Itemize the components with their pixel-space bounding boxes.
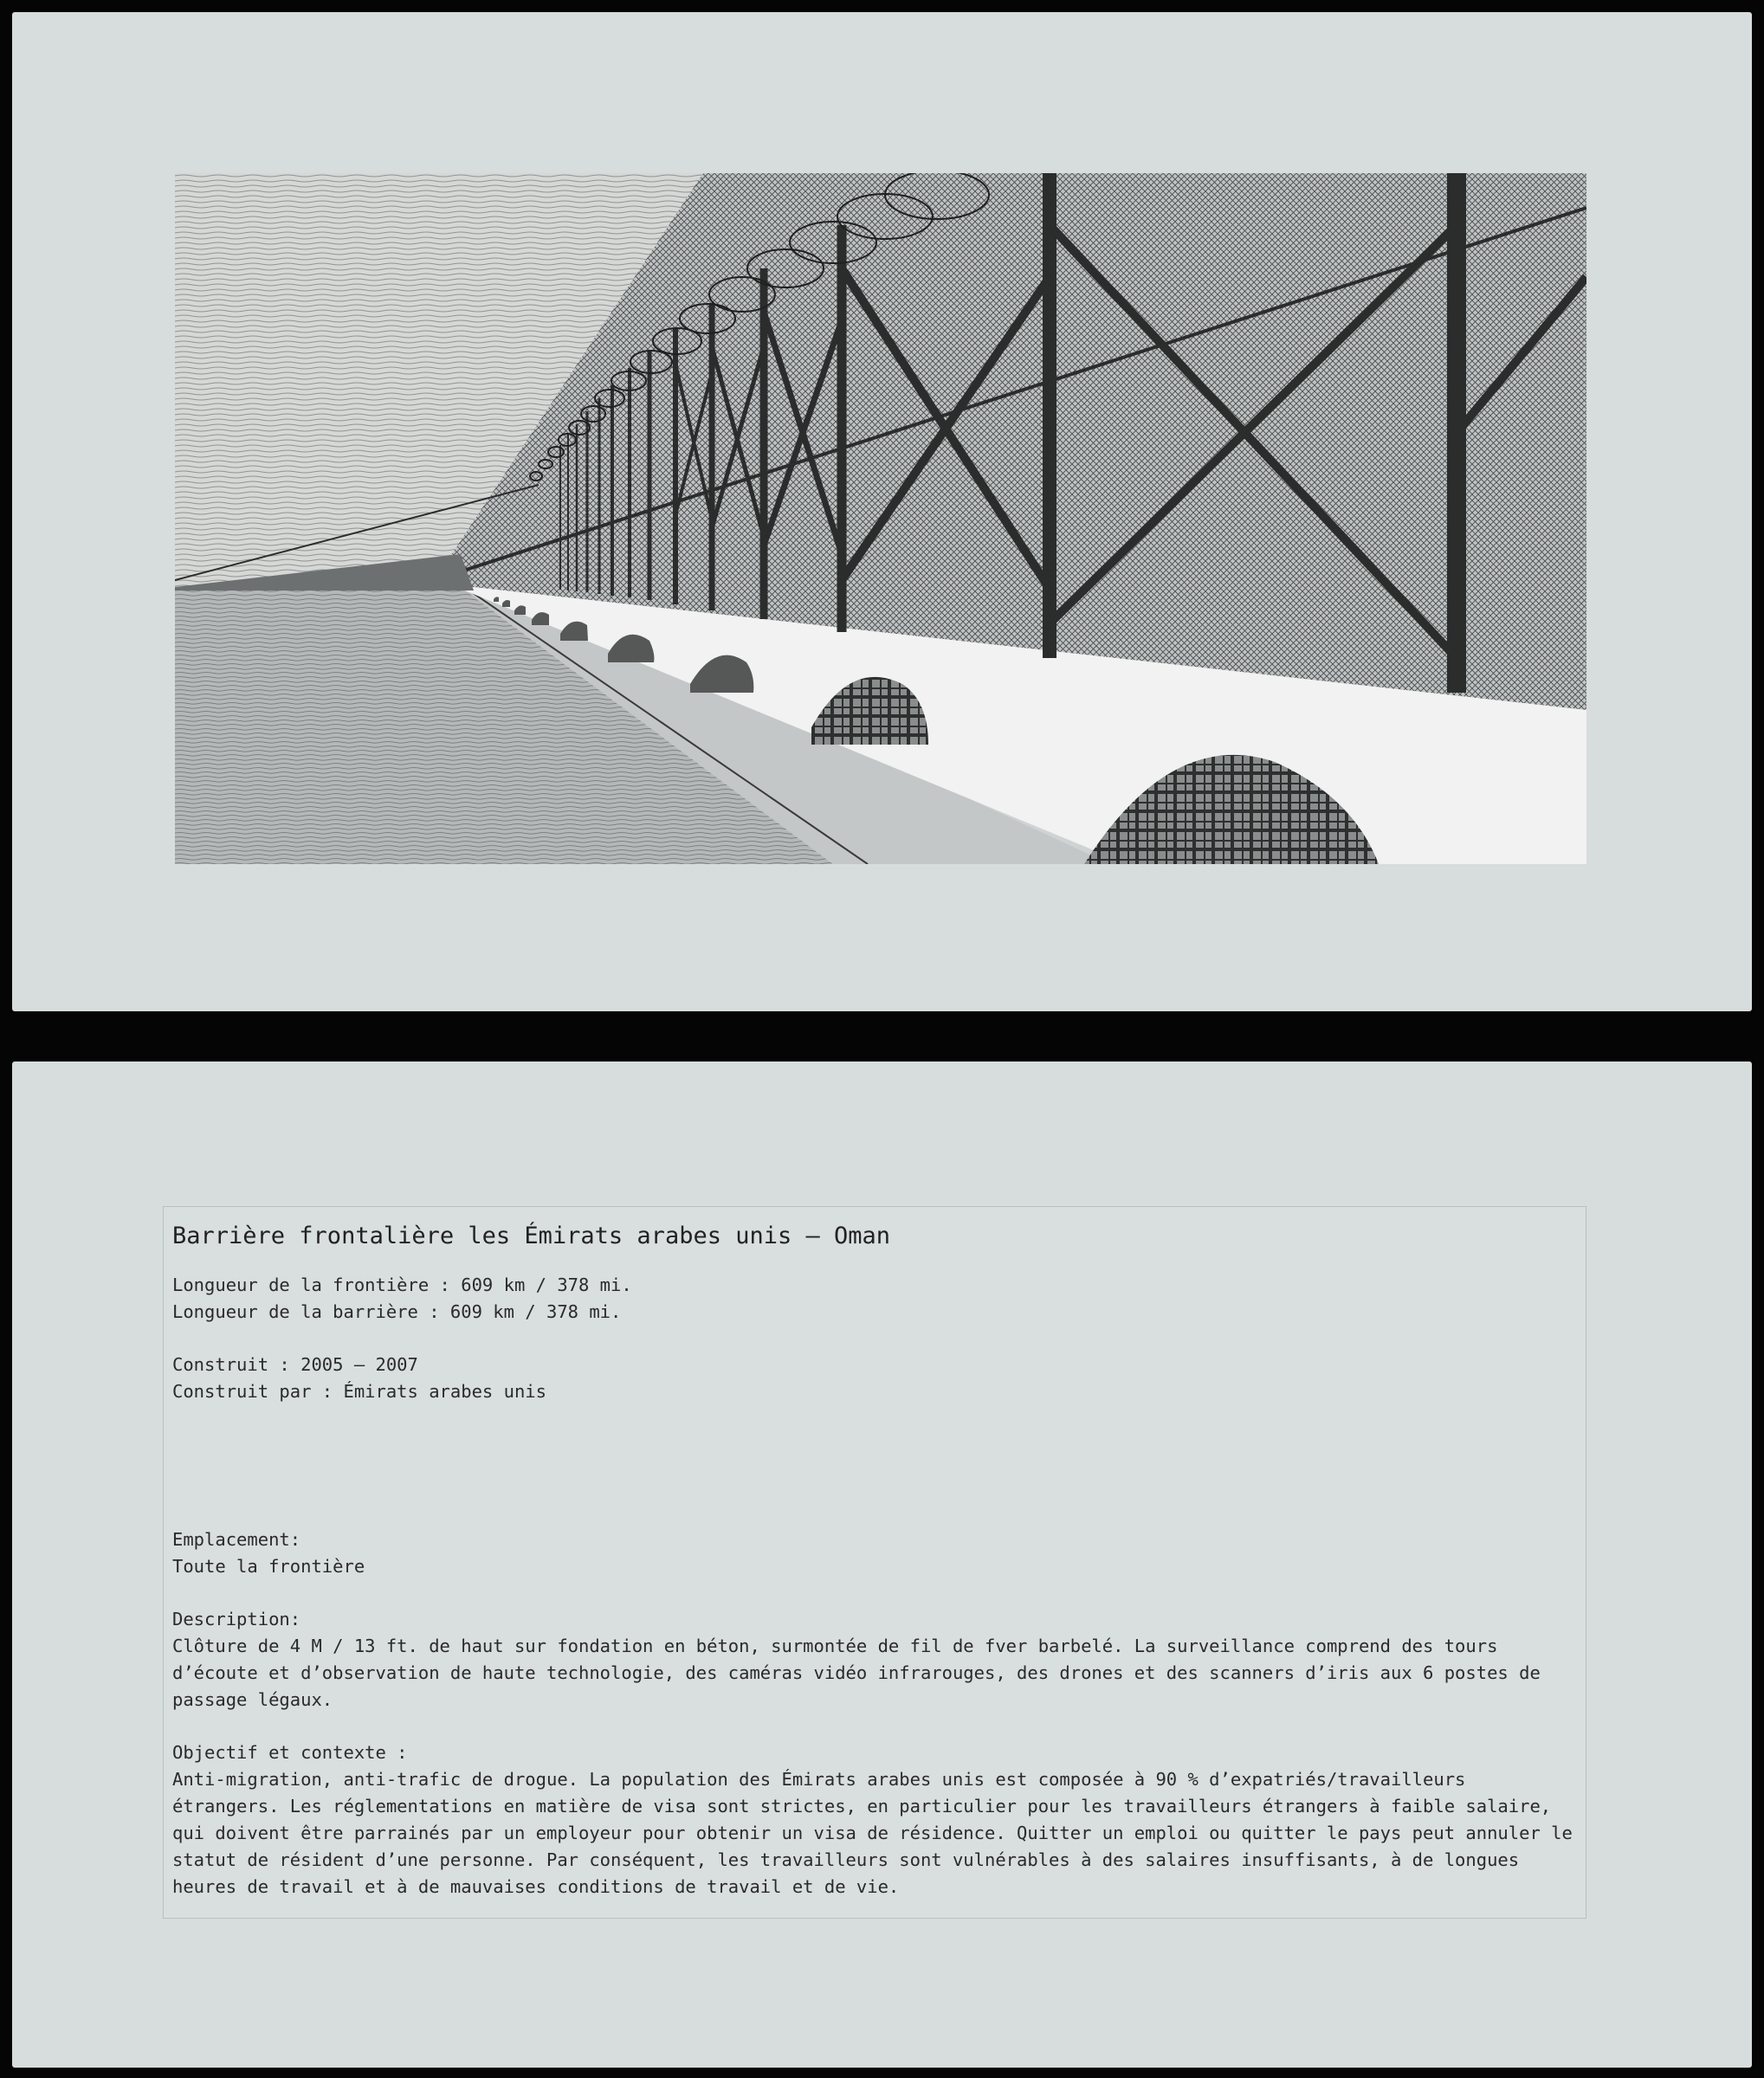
purpose-value: Anti-migration, anti-trafic de drogue. La population des Émirats arabes unis est composée à 90 % d’expatriés/travailleurs étrangers. Les réglementations en matière de visa sont strictes, en particulier pour les travailleurs étrangers à faible salaire, qui doivent être parrainés par un employeur pour obtenir un visa de résidence. Quitter un emploi ou quitter le pays peut annuler le statut de résident d’une personne. Par conséquent, les travailleurs sont vulnérables à des salaires insuffisants, à de longues heures de travail et à de mauvaises conditions de travail et de vie.: [172, 1769, 1573, 1897]
built-years: Construit : 2005 – 2007: [172, 1354, 418, 1375]
info-panel: [163, 1206, 1586, 1919]
info-title: Barrière frontalière les Émirats arabes unis – Oman: [172, 1223, 891, 1249]
location-value: Toute la frontière: [172, 1556, 365, 1577]
barrier-length: Longueur de la barrière : 609 km / 378 mi.: [172, 1301, 622, 1322]
barrier-etching-image: [175, 173, 1586, 864]
purpose-label: Objectif et contexte :: [172, 1742, 408, 1763]
built-by: Construit par : Émirats arabes unis: [172, 1381, 546, 1402]
location-label: Emplacement:: [172, 1529, 301, 1550]
description-value: Clôture de 4 M / 13 ft. de haut sur fondation en béton, surmontée de fil de fver barbelé. La surveillance comprend des tours d’écoute et d’observation de haute technologie, des caméras vidéo infrarouges, des drones et des scanners d’iris aux 6 postes de passage légaux.: [172, 1636, 1541, 1710]
border-length: Longueur de la frontière : 609 km / 378 mi.: [172, 1275, 632, 1295]
barrier-etching-svg: [175, 173, 1586, 864]
top-print-sheet: [12, 12, 1752, 1011]
description-label: Description:: [172, 1609, 301, 1629]
